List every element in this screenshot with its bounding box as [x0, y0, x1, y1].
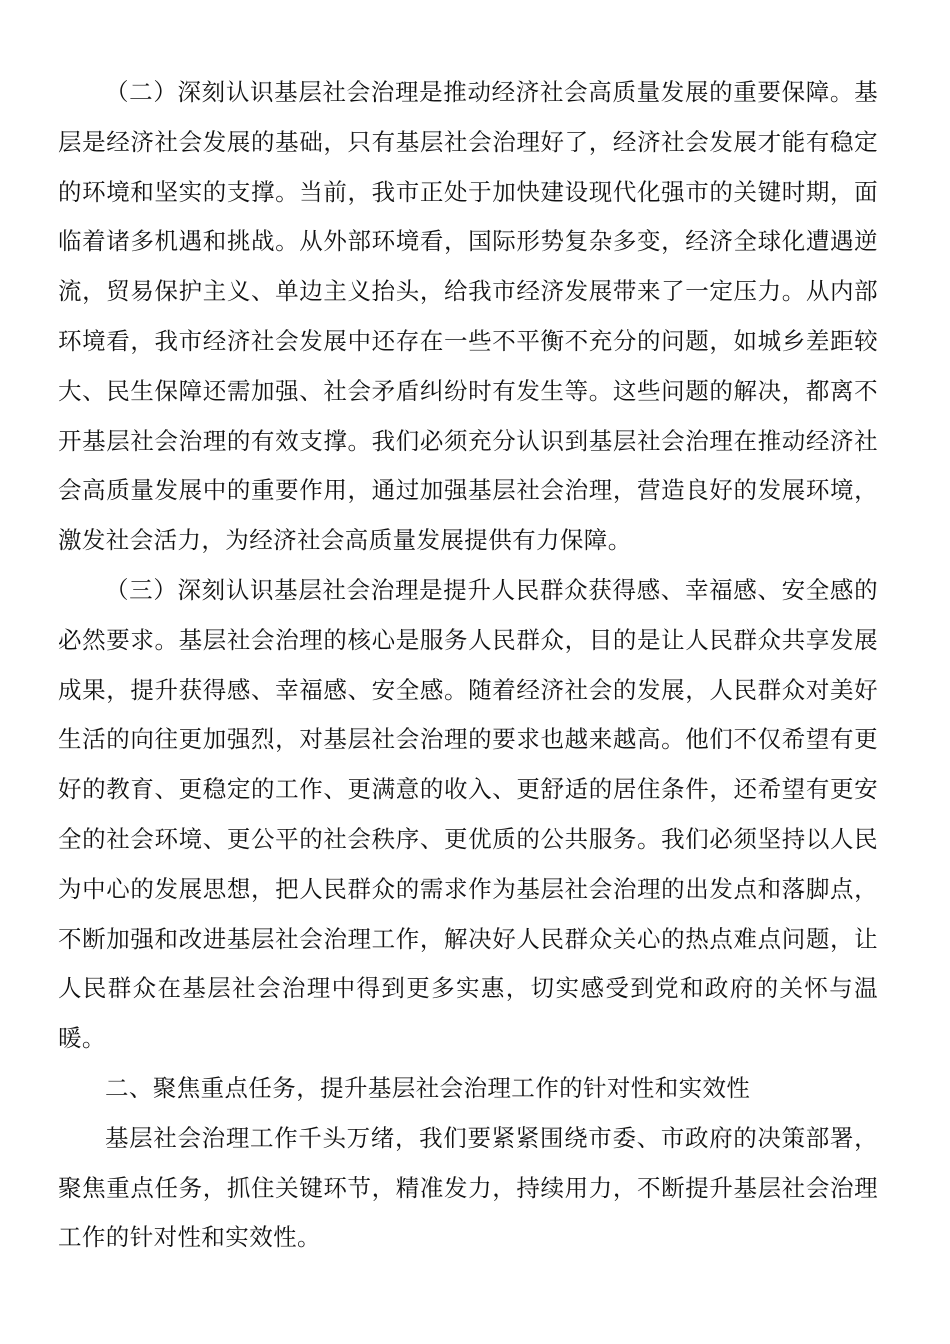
paragraph-section-3: （三）深刻认识基层社会治理是提升人民群众获得感、幸福感、安全感的必然要求。基层社会治理的核心是服务人民群众，目的是让人民群众共享发展成果，提升获得感、幸福感、安全感。随着经济社会的发展，人民群众对美好生活的向往更加强烈，对基层社会治理的要求也越来越高。他们不仅希望有更好的教育、更稳定的工作、更满意的收入、更舒适的居住条件，还希望有更安全的社会环境、更公平的社会秩序、更优质的公共服务。我们必须坚持以人民为中心的发展思想，把人民群众的需求作为基层社会治理的出发点和落脚点，不断加强和改进基层社会治理工作，解决好人民群众关心的热点难点问题，让人民群众在基层社会治理中得到更多实惠，切实感受到党和政府的关怀与温暖。 [58, 575, 878, 1053]
section-heading-2: 二、聚焦重点任务，提升基层社会治理工作的针对性和实效性 [105, 1073, 751, 1102]
document-body [58, 68, 878, 1263]
paragraph-section-2: （二）深刻认识基层社会治理是推动经济社会高质量发展的重要保障。基层是经济社会发展的基础，只有基层社会治理好了，经济社会发展才能有稳定的环境和坚实的支撑。当前，我市正处于加快建设现代化强市的关键时期，面临着诸多机遇和挑战。从外部环境看，国际形势复杂多变，经济全球化遭遇逆流，贸易保护主义、单边主义抬头，给我市经济发展带来了一定压力。从内部环境看，我市经济社会发展中还存在一些不平衡不充分的问题，如城乡差距较大、民生保障还需加强、社会矛盾纠纷时有发生等。这些问题的解决，都离不开基层社会治理的有效支撑。我们必须充分认识到基层社会治理在推动经济社会高质量发展中的重要作用，通过加强基层社会治理，营造良好的发展环境，激发社会活力，为经济社会高质量发展提供有力保障。 [58, 78, 878, 555]
paragraph-section-intro: 基层社会治理工作千头万绪，我们要紧紧围绕市委、市政府的决策部署，聚焦重点任务，抓住关键环节，精准发力，持续用力，不断提升基层社会治理工作的针对性和实效性。 [58, 1123, 878, 1252]
